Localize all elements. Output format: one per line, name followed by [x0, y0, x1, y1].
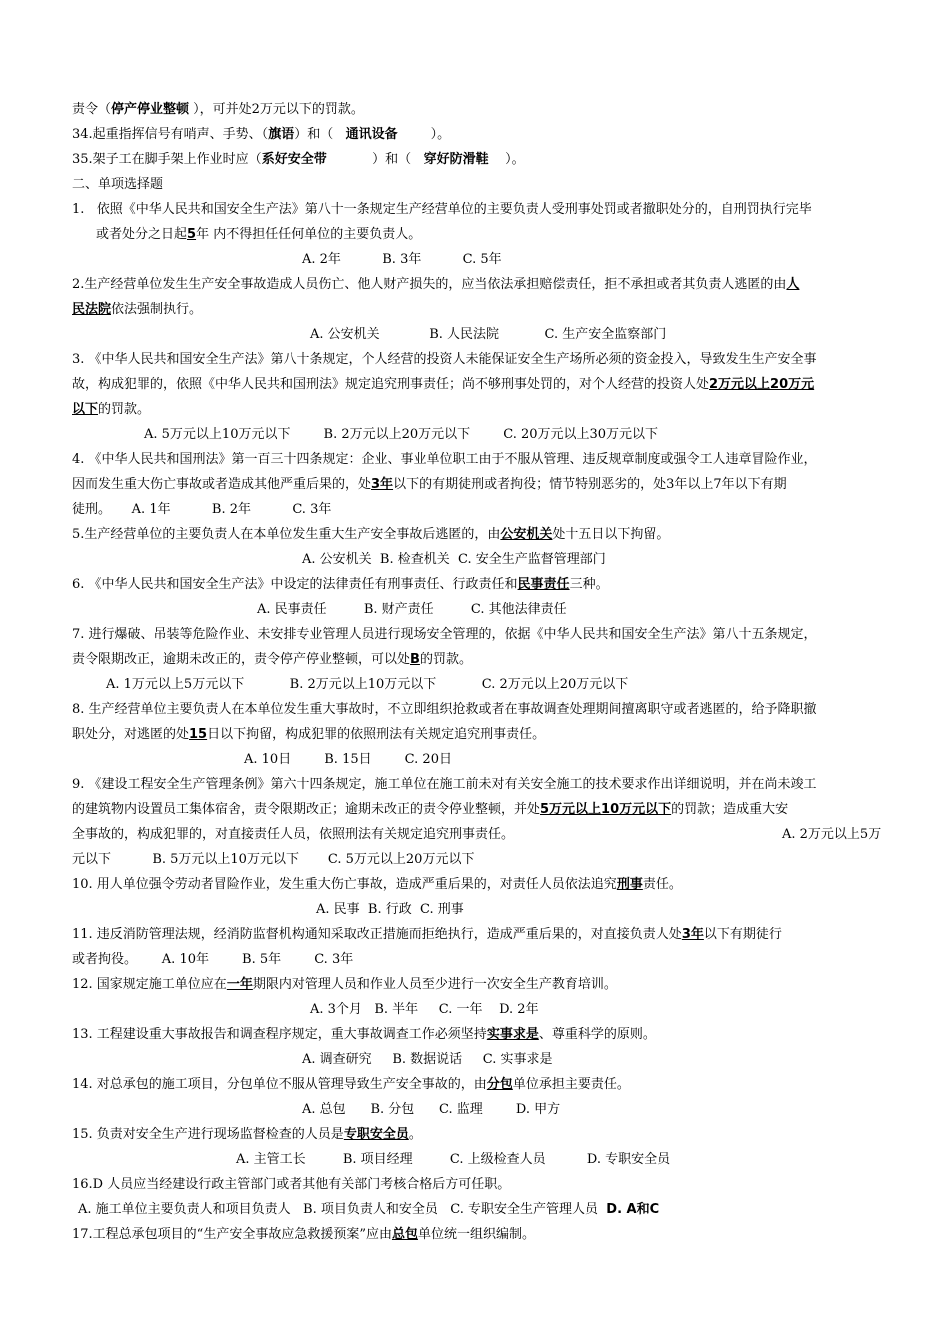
question-line: 职处分，对逃匿的处15日以下拘留，构成犯罪的依照刑法有关规定追究刑事责任。: [72, 727, 546, 742]
question-line: 1. 依照《中华人民共和国安全生产法》第八十一条规定生产经营单位的主要负责人受刑事处罚或者撤职处分的，自刑罚执行完毕: [72, 202, 812, 217]
options-line: A. 5万元以上10万元以下 B. 2万元以上20万元以下 C. 20万元以上30万元以下: [144, 427, 659, 442]
answer-blank: 公安机关: [500, 527, 553, 542]
options-line: A. 公安机关 B. 人民法院 C. 生产安全监察部门: [310, 327, 667, 342]
question-line: 10. 用人单位强令劳动者冒险作业，发生重大伤亡事故，造成严重后果的，对责任人员依法追究刑事责任。: [72, 877, 682, 892]
options-line: A. 1万元以上5万元以下 B. 2万元以上10万元以下 C. 2万元以上20万元以下: [106, 677, 629, 692]
text-line: 34.起重指挥信号有哨声、手势、（旗语）和（ 通讯设备 ）。: [72, 127, 451, 142]
options-line: 徒刑。 A. 1年 B. 2年 C. 3年: [72, 502, 332, 517]
options-line: 元以下 B. 5万元以上10万元以下 C. 5万元以上20万元以下: [72, 852, 475, 867]
options-line: A. 施工单位主要负责人和项目负责人 B. 项目负责人和安全员 C. 专职安全生产管理人员 D. A和C: [78, 1202, 660, 1217]
answer-blank: 3年: [681, 927, 704, 942]
answer-blank: 5: [187, 227, 197, 242]
answer-blank: 专职安全员: [343, 1127, 409, 1142]
question-line: 故，构成犯罪的，依照《中华人民共和国刑法》规定追究刑事责任；尚不够刑事处罚的，对个人经营的投资人处2万元以上20万元: [72, 377, 815, 392]
answer-blank: 实事求是: [486, 1027, 539, 1042]
options-line: 或者拘役。 A. 10年 B. 5年 C. 3年: [72, 952, 354, 967]
options-line: A. 10日 B. 15日 C. 20日: [244, 752, 452, 767]
answer-blank: 2万元以上20万元: [709, 377, 815, 392]
question-line: 9. 《建设工程安全生产管理条例》第六十四条规定，施工单位在施工前未对有关安全施工的技术要求作出详细说明，并在尚未竣工: [72, 777, 817, 792]
question-line: 12. 国家规定施工单位应在一年期限内对管理人员和作业人员至少进行一次安全生产教育培训。: [72, 977, 617, 992]
options-line: A. 公安机关 B. 检查机关 C. 安全生产监督管理部门: [302, 552, 606, 567]
answer-blank: 民法院: [72, 302, 112, 317]
options-line: A. 2万元以上5万: [782, 827, 882, 842]
answer-blank: 民事责任: [517, 577, 570, 592]
question-line: 13. 工程建设重大事故报告和调查程序规定，重大事故调查工作必须坚持实事求是、尊重科学的原则。: [72, 1027, 656, 1042]
answer-blank: 15: [189, 727, 208, 742]
question-line: 15. 负责对安全生产进行现场监督检查的人员是专职安全员。: [72, 1127, 422, 1142]
question-line: 以下的罚款。: [72, 402, 151, 417]
question-line: 责令限期改正，逾期未改正的，责令停产停业整顿，可以处B的罚款。: [72, 652, 472, 667]
options-line: A. 主管工长 B. 项目经理 C. 上级检查人员 D. 专职安全员: [236, 1152, 671, 1167]
answer-blank: 人: [786, 277, 800, 292]
options-line: A. 民事责任 B. 财产责任 C. 其他法律责任: [257, 602, 567, 617]
options-line: A. 调查研究 B. 数据说话 C. 实事求是: [302, 1052, 553, 1067]
question-line: 2.生产经营单位发生生产安全事故造成人员伤亡、他人财产损失的，应当依法承担赔偿责任，拒不承担或者其负责人逃匿的由人: [72, 277, 800, 292]
answer-blank: 以下: [72, 402, 99, 417]
options-line: A. 3个月 B. 半年 C. 一年 D. 2年: [310, 1002, 539, 1017]
question-line: 民法院依法强制执行。: [72, 302, 203, 317]
question-line: 6. 《中华人民共和国安全生产法》中设定的法律责任有刑事责任、行政责任和民事责任三种。: [72, 577, 609, 592]
answer-blank: 总包: [391, 1227, 418, 1242]
answer-blank: B: [410, 652, 420, 667]
question-line: 或者处分之日起5年 内不得担任任何单位的主要负责人。: [96, 227, 422, 242]
question-line: 5.生产经营单位的主要负责人在本单位发生重大生产安全事故后逃匿的，由公安机关处十五日以下拘留。: [72, 527, 670, 542]
text-line: 35.架子工在脚手架上作业时应（系好安全带 ）和（ 穿好防滑鞋 ）。: [72, 152, 525, 167]
question-line: 16.D 人员应当经建设行政主管部门或者其他有关部门考核合格后方可任职。: [72, 1177, 511, 1192]
answer-blank: 5万元以上10万元以下: [540, 802, 672, 817]
answer-blank: 分包: [486, 1077, 513, 1092]
options-line: A. 总包 B. 分包 C. 监理 D. 甲方: [302, 1102, 561, 1117]
answer-blank: 一年: [226, 977, 253, 992]
options-line: A. 民事 B. 行政 C. 刑事: [316, 902, 464, 917]
question-line: 7. 进行爆破、吊装等危险作业、未安排专业管理人员进行现场安全管理的，依据《中华人民共和国安全生产法》第八十五条规定，: [72, 627, 817, 642]
question-line: 因而发生重大伤亡事故或者造成其他严重后果的，处3年以下的有期徒刑或者拘役；情节特别恶劣的，处3年以上7年以下有期: [72, 477, 787, 492]
section-heading: 二、单项选择题: [72, 177, 164, 192]
question-line: 的建筑物内设置员工集体宿舍，责令限期改正；逾期未改正的责令停业整顿，并处5万元以上10万元以下的罚款；造成重大安: [72, 802, 789, 817]
question-line: 8. 生产经营单位主要负责人在本单位发生重大事故时，不立即组织抢救或者在事故调查处理期间擅离职守或者逃匿的，给予降职撤: [72, 702, 817, 717]
answer-blank: 3年: [371, 477, 394, 492]
question-line: 全事故的，构成犯罪的，对直接责任人员，依照刑法有关规定追究刑事责任。: [72, 827, 515, 842]
question-line: 17.工程总承包项目的“生产安全事故应急救援预案”应由总包单位统一组织编制。: [72, 1227, 535, 1242]
answer-blank: 刑事: [616, 877, 643, 892]
text-line: 责令（停产停业整顿 ），可并处2万元以下的罚款。: [72, 102, 364, 117]
question-line: 4. 《中华人民共和国刑法》第一百三十四条规定：企业、事业单位职工由于不服从管理、违反规章制度或强令工人违章冒险作业，: [72, 452, 817, 467]
question-line: 3. 《中华人民共和国安全生产法》第八十条规定，个人经营的投资人未能保证安全生产场所必须的资金投入，导致发生生产安全事: [72, 352, 817, 367]
question-line: 14. 对总承包的施工项目，分包单位不服从管理导致生产安全事故的，由分包单位承担主要责任。: [72, 1077, 630, 1092]
question-line: 11. 违反消防管理法规，经消防监督机构通知采取改正措施而拒绝执行，造成严重后果的，对直接负责人处3年以下有期徒行: [72, 927, 782, 942]
options-line: A. 2年 B. 3年 C. 5年: [302, 252, 502, 267]
